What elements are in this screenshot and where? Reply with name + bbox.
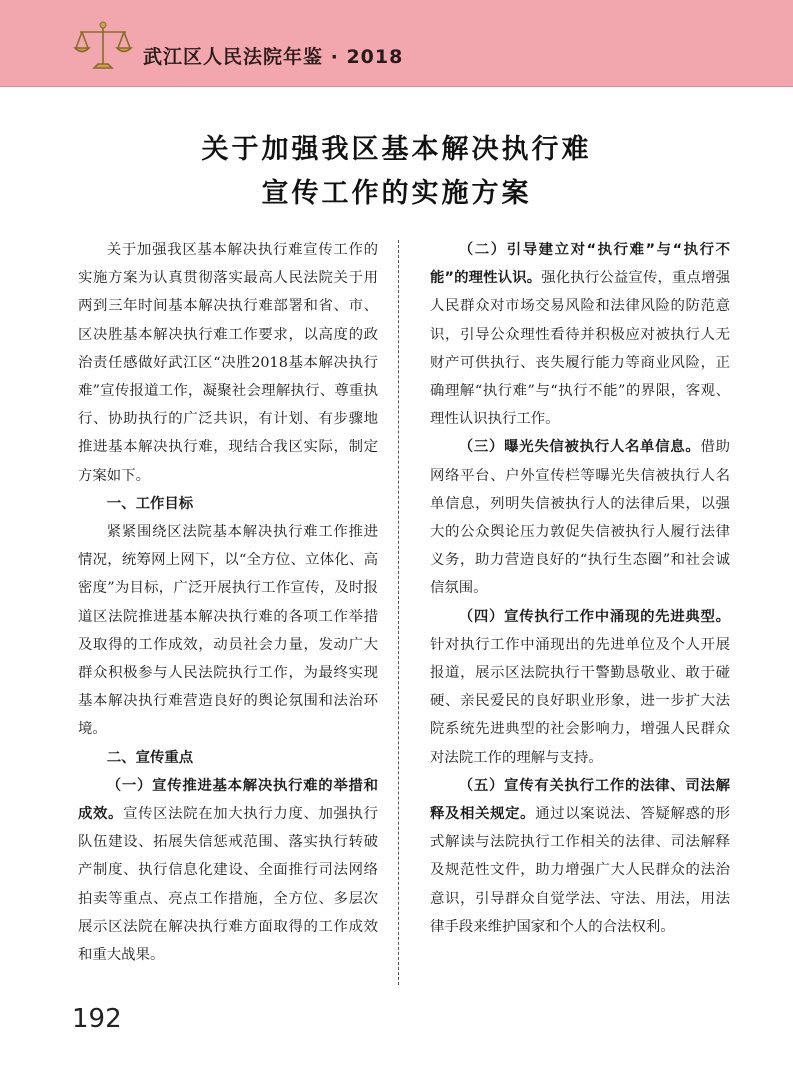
article-title-line-2: 宣传工作的实施方案 (261, 178, 532, 209)
article-title-line-1: 关于加强我区基本解决执行难 (201, 134, 592, 165)
goals-paragraph: 紧紧围绕区法院基本解决执行难工作推进情况，统筹网上网下，以“全方位、立体化、高密度”为目标，广泛开展执行工作宣传，及时报道区法院推进基本解决执行难的各项工作举措及取得的工作成效，动员社会力量，发动广大群众积极参与人民法院执行工作，为最终实现基本解决执行难营造良好的舆论氛围和法治环境。 (78, 524, 378, 738)
focus-item-1 (78, 772, 378, 969)
focus-item-4 (430, 603, 730, 772)
focus-item-3-heading: （三）曝光失信被执行人名单信息。 (458, 439, 701, 456)
section-heading-goals: 一、工作目标 (106, 495, 194, 512)
focus-item-3 (430, 433, 730, 602)
focus-item-4-body: 针对执行工作中涌现出的先进单位及个人开展报道，展示区法院执行干警勤恳敬业、敢于碰硬、亲民爱民的良好职业形象，进一步扩大法院系统先进典型的社会影响力，增强人民群众对法院工作的理解与支持。 (430, 636, 730, 766)
right-column (430, 236, 730, 941)
column-divider (398, 240, 399, 985)
focus-item-2-heading: （二）引导建立对“执行难”与“执行不能”的理性认识。 (430, 242, 730, 287)
focus-item-2-body: 强化执行公益宣传，重点增强人民群众对市场交易风险和法律风险的防范意识，引导公众理性看待并积极应对被执行人无财产可供执行、丧失履行能力等商业风险，正确理解“执行难”与“执行不能”的界限，客观、理性认识执行工作。 (430, 270, 730, 428)
focus-item-5-body: 通过以案说法、答疑解惑的形式解读与法院执行工作相关的法律、司法解释及规范性文件，助力增强广大人民群众的法治意识，引导群众自觉学法、守法、用法，用法律手段来维护国家和个人的合法权利。 (430, 806, 730, 935)
focus-item-4-heading: （四）宣传执行工作中涌现的先进典型。 (458, 608, 730, 625)
article-title (0, 128, 793, 216)
focus-item-5 (430, 772, 730, 941)
intro-paragraph: 关于加强我区基本解决执行难宣传工作的实施方案为认真贯彻落实最高人民法院关于用两到三年时间基本解决执行难部署和省、市、区决胜基本解决执行难工作要求，以高度的政治责任感做好武江区“决胜2018基本解决执行难”宣传报道工作，凝聚社会理解执行、尊重执行、协助执行的广泛共识，有计划、有步骤地推进基本解决执行难，现结合我区实际，制定方案如下。 (78, 242, 378, 484)
focus-item-5-heading: （五）宣传有关执行工作的法律、司法解释及相关规定。 (430, 777, 730, 823)
focus-item-3-body: 借助网络平台、户外宣传栏等曝光失信被执行人名单信息，列明失信被执行人的法律后果，以强大的公众舆论压力敦促失信被执行人履行法律义务，助力营造良好的“执行生态圈”和社会诚信氛围。 (430, 439, 730, 597)
section-heading-focus: 二、宣传重点 (106, 749, 194, 766)
focus-item-2 (430, 236, 730, 433)
page-header-band (0, 0, 793, 87)
left-column (78, 236, 378, 969)
yearbook-title: 武江区人民法院年鉴 · 2018 (143, 46, 404, 68)
page-number: 192 (72, 1004, 122, 1034)
focus-item-1-heading: （一）宣传推进基本解决执行难的举措和成效。 (78, 777, 378, 823)
scales-of-justice-icon (72, 20, 134, 72)
focus-item-1-body: 宣传区法院在加大执行力度、加强执行队伍建设、拓展失信惩戒范围、落实执行转破产制度、执行信息化建设、全面推行司法网络拍卖等重点、亮点工作措施，全方位、多层次展示区法院在解决执行难方面取得的工作成效和重大战果。 (78, 806, 378, 964)
